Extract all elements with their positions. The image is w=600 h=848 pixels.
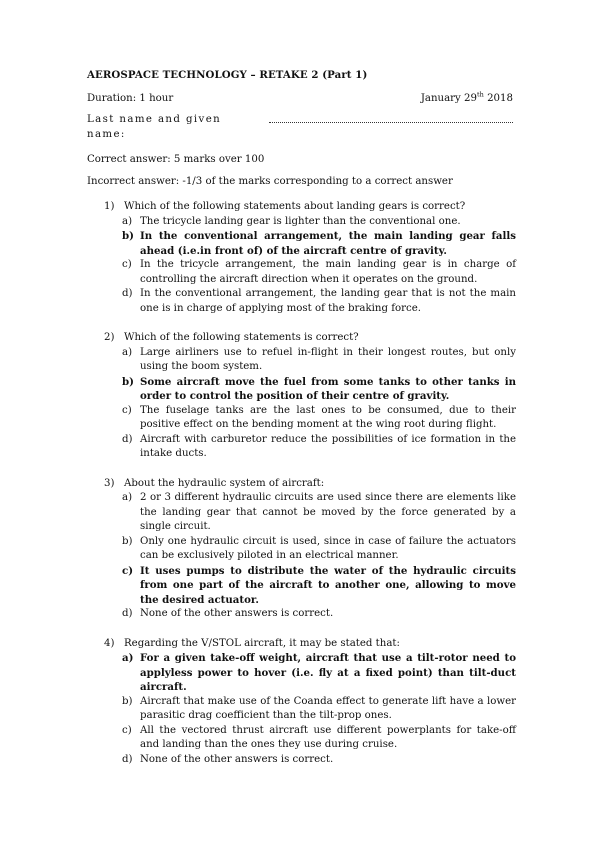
option-label: d)	[122, 753, 133, 765]
scoring-rules	[87, 153, 453, 196]
question-4	[104, 637, 516, 768]
exam-date	[421, 92, 513, 107]
question-number: 2)	[104, 332, 115, 343]
answer-options	[122, 346, 516, 462]
answer-option-correct	[122, 651, 516, 695]
answer-option	[122, 433, 516, 462]
question-text: Which of the following statements about landing gears is correct?	[124, 201, 466, 212]
option-text: In the conventional arrangement, the main landing gear falls ahead (i.e.in front of) of the aircraft centre of gravity.	[140, 230, 516, 257]
answer-option-correct	[122, 564, 516, 608]
question-list	[104, 200, 516, 782]
answer-option-correct	[122, 375, 516, 404]
answer-option	[122, 491, 516, 535]
question-number: 3)	[104, 477, 115, 489]
duration-date-row	[87, 92, 513, 107]
option-label: a)	[122, 652, 134, 664]
option-text: The fuselage tanks are the last ones to be consumed, due to their positive effect on the bending moment at the wing root during flight.	[140, 404, 516, 430]
answer-option	[122, 287, 516, 316]
option-text: For a given take-off weight, aircraft that use a tilt-rotor need to applyless power to hover (i.e. fly at a fixed point) than tilt-duct aircraft.	[140, 652, 516, 693]
question-3	[104, 477, 516, 622]
answer-options	[122, 215, 516, 317]
question-1	[104, 200, 516, 316]
exam-title: AEROSPACE TECHNOLOGY – RETAKE 2 (Part 1)	[87, 69, 368, 81]
question-text: Regarding the V/STOL aircraft, it may be stated that:	[124, 637, 400, 649]
option-label: a)	[122, 492, 133, 503]
answer-option	[122, 215, 516, 230]
option-label: d)	[122, 288, 133, 299]
option-text: In the tricycle arrangement, the main landing gear is in charge of controlling the aircraft direction when it operates on the ground.	[140, 259, 516, 285]
answer-option	[122, 724, 516, 753]
option-label: c)	[122, 259, 132, 270]
option-label: b)	[122, 695, 133, 707]
question-number: 4)	[104, 637, 115, 649]
name-label: Last name and given name:	[87, 114, 222, 140]
date-year: 2018	[483, 93, 513, 104]
question-stem	[104, 200, 516, 215]
answer-option	[122, 695, 516, 724]
incorrect-answer-rule: Incorrect answer: -1/3 of the marks corresponding to a correct answer	[87, 175, 453, 187]
answer-option	[122, 535, 516, 564]
option-label: c)	[122, 404, 132, 416]
answer-option-correct	[122, 229, 516, 258]
option-text: In the conventional arrangement, the landing gear that is not the main one is in charge of applying most of the braking force.	[140, 288, 516, 314]
question-stem	[104, 477, 516, 492]
option-text: It uses pumps to distribute the water of the hydraulic circuits from one part of the aircraft to another one, allowing to move the desired actuator.	[140, 564, 516, 606]
question-2	[104, 331, 516, 462]
answer-options	[122, 651, 516, 767]
option-label: d)	[122, 608, 133, 619]
answer-options	[122, 491, 516, 622]
correct-answer-rule: Correct answer: 5 marks over 100	[87, 154, 265, 165]
option-text: All the vectored thrust aircraft use different powerplants for take-off and landing than the ones they use during cruise.	[140, 724, 516, 750]
option-text: Aircraft that make use of the Coanda effect to generate lift have a lower parasitic drag coefficient than the tilt-prop ones.	[140, 695, 516, 721]
option-text: 2 or 3 different hydraulic circuits are used since there are elements like the landing gear that cannot be moved by the force generated by a single circuit.	[140, 492, 516, 532]
answer-option	[122, 346, 516, 375]
question-text: Which of the following statements is correct?	[124, 332, 359, 343]
answer-option	[122, 607, 516, 622]
answer-option	[122, 753, 516, 768]
option-text: None of the other answers is correct.	[140, 608, 334, 619]
question-text: About the hydraulic system of aircraft:	[124, 477, 325, 489]
option-label: c)	[122, 564, 134, 577]
question-stem	[104, 331, 516, 346]
answer-option	[122, 258, 516, 287]
option-label: c)	[122, 724, 132, 736]
option-label: a)	[122, 215, 133, 227]
name-blank-line	[269, 113, 513, 123]
date-month-day: January 29	[420, 93, 478, 104]
option-label: b)	[122, 230, 134, 242]
question-number: 1)	[104, 201, 115, 212]
option-label: b)	[122, 535, 133, 547]
option-text: Only one hydraulic circuit is used, since in case of failure the actuators can be exclusively piloted in an electrical manner.	[140, 535, 516, 561]
option-label: b)	[122, 375, 134, 388]
option-text: Some aircraft move the fuel from some tanks to other tanks in order to control the position of their centre of gravity.	[140, 375, 516, 402]
option-text: Aircraft with carburetor reduce the possibilities of ice formation in the intake ducts.	[140, 433, 516, 459]
question-stem	[104, 637, 516, 652]
option-text: None of the other answers is correct.	[140, 753, 334, 765]
answer-option	[122, 404, 516, 433]
duration: Duration: 1 hour	[87, 93, 174, 104]
date-suffix: th	[477, 90, 484, 99]
option-label: d)	[122, 433, 133, 445]
option-text: The tricycle landing gear is lighter than the conventional one.	[140, 215, 461, 227]
option-text: Large airliners use to refuel in-flight in their longest routes, but only using the boom system.	[140, 346, 516, 372]
option-label: a)	[122, 346, 133, 358]
name-row	[87, 113, 513, 142]
